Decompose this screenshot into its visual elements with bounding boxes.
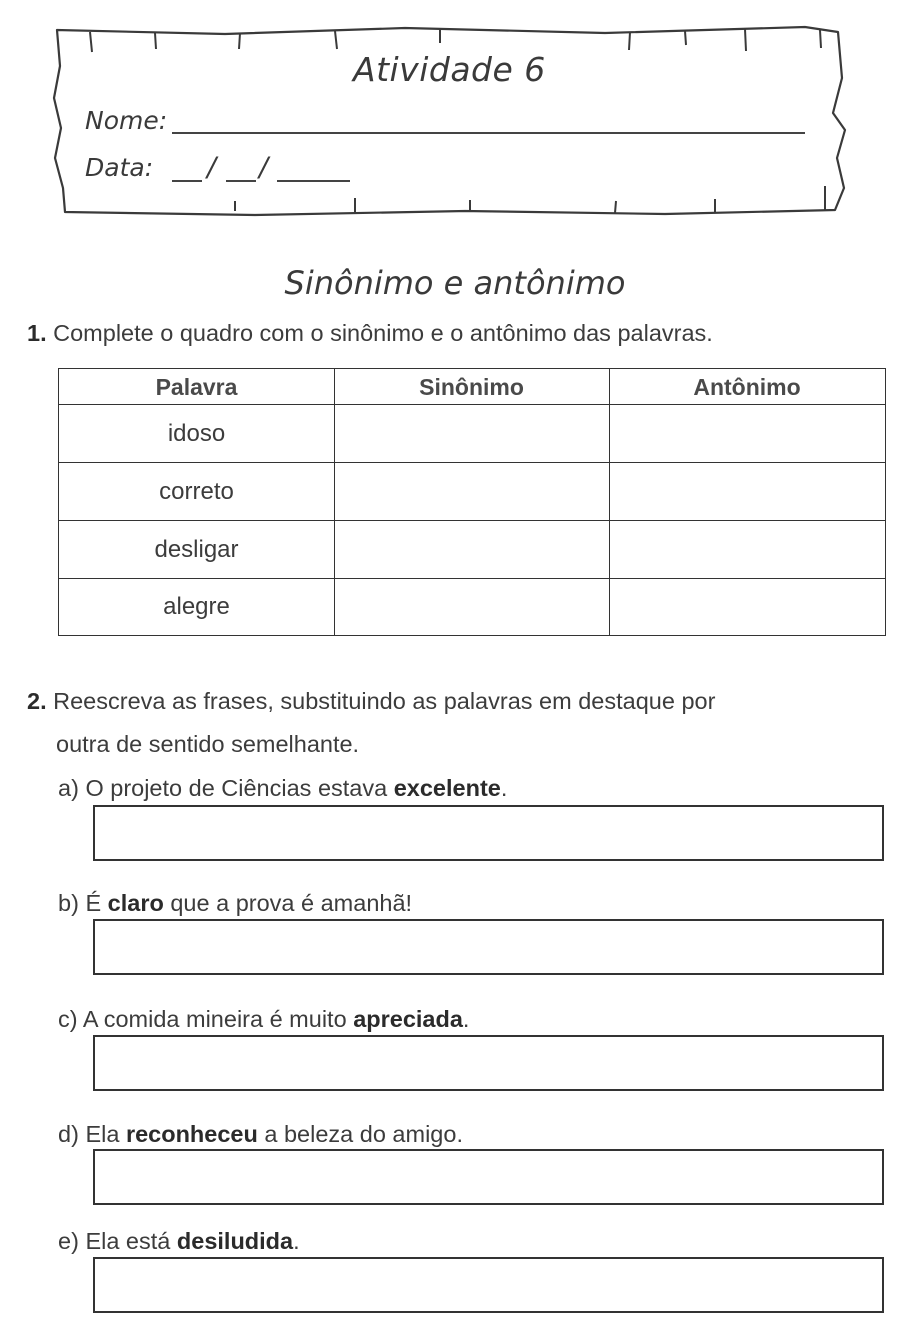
answer-box-b[interactable] bbox=[93, 919, 884, 975]
sentence-d bbox=[58, 1121, 463, 1148]
sentence-text-end: que a prova é amanhã! bbox=[163, 890, 413, 916]
name-field[interactable] bbox=[172, 132, 805, 134]
word-cell: desligar bbox=[154, 535, 239, 563]
antonym-answer-cell[interactable] bbox=[609, 521, 885, 578]
highlighted-word: reconheceu bbox=[125, 1121, 258, 1147]
answer-box-c[interactable] bbox=[93, 1035, 884, 1091]
answer-box-e[interactable] bbox=[93, 1257, 884, 1313]
word-cell: idoso bbox=[167, 419, 226, 447]
highlighted-word: excelente bbox=[393, 775, 501, 801]
word-cell: alegre bbox=[163, 593, 230, 620]
antonym-answer-cell[interactable] bbox=[609, 579, 885, 635]
question-2 bbox=[27, 688, 715, 715]
sentence-b bbox=[58, 890, 412, 917]
antonym-answer-cell[interactable] bbox=[609, 405, 885, 462]
activity-title: Atividade 6 bbox=[353, 50, 546, 89]
sentence-a bbox=[58, 775, 507, 802]
sentence-text: O projeto de Ciências estava bbox=[85, 775, 394, 801]
item-letter: e) bbox=[58, 1228, 79, 1254]
header-antonimo: Antônimo bbox=[693, 373, 801, 400]
sentence-e bbox=[58, 1228, 300, 1255]
highlighted-word: apreciada bbox=[353, 1006, 463, 1032]
name-label: Nome: bbox=[85, 106, 168, 135]
answer-box-d[interactable] bbox=[93, 1149, 884, 1205]
question-number: 2. bbox=[27, 688, 47, 714]
sentence-text-end: . bbox=[293, 1228, 300, 1254]
sentence-text: Ela está bbox=[85, 1228, 177, 1254]
sentence-text-end: . bbox=[462, 1006, 470, 1032]
item-letter: a) bbox=[58, 775, 79, 801]
synonym-answer-cell[interactable] bbox=[334, 463, 609, 520]
synonym-answer-cell[interactable] bbox=[334, 521, 609, 578]
highlighted-word: desiludida bbox=[176, 1228, 294, 1254]
question-number: 1. bbox=[27, 320, 47, 346]
question-1 bbox=[27, 320, 713, 347]
question-text: Reescreva as frases, substituindo as palavras em destaque por bbox=[53, 688, 716, 714]
synonym-antonym-table bbox=[58, 368, 886, 636]
item-letter: c) bbox=[58, 1006, 78, 1032]
synonym-answer-cell[interactable] bbox=[334, 405, 609, 462]
sentence-text-end: . bbox=[500, 775, 508, 801]
word-cell: correto bbox=[159, 477, 234, 505]
antonym-answer-cell[interactable] bbox=[609, 463, 885, 520]
date-year-field[interactable] bbox=[277, 180, 350, 182]
date-label: Data: bbox=[85, 153, 154, 182]
highlighted-word: claro bbox=[107, 890, 164, 916]
sentence-text: A comida mineira é muito bbox=[82, 1006, 354, 1032]
question-text: Complete o quadro com o sinônimo e o antônimo das palavras. bbox=[53, 320, 713, 346]
date-day-field[interactable] bbox=[172, 180, 202, 182]
synonym-answer-cell[interactable] bbox=[334, 579, 609, 635]
date-month-field[interactable] bbox=[226, 180, 256, 182]
sentence-c bbox=[58, 1006, 469, 1033]
sentence-text: Ela bbox=[85, 1121, 126, 1147]
item-letter: d) bbox=[58, 1121, 79, 1147]
header-palavra: Palavra bbox=[155, 373, 238, 400]
answer-box-a[interactable] bbox=[93, 805, 884, 861]
header-sinonimo: Sinônimo bbox=[419, 373, 524, 400]
item-letter: b) bbox=[58, 890, 79, 916]
date-separator: / bbox=[207, 152, 217, 183]
sentence-text-end: a beleza do amigo. bbox=[257, 1121, 463, 1147]
question-2-continuation: outra de sentido semelhante. bbox=[56, 731, 360, 757]
date-separator: / bbox=[259, 152, 269, 183]
page-subtitle: Sinônimo e antônimo bbox=[284, 264, 626, 302]
sentence-text: É bbox=[85, 890, 108, 916]
